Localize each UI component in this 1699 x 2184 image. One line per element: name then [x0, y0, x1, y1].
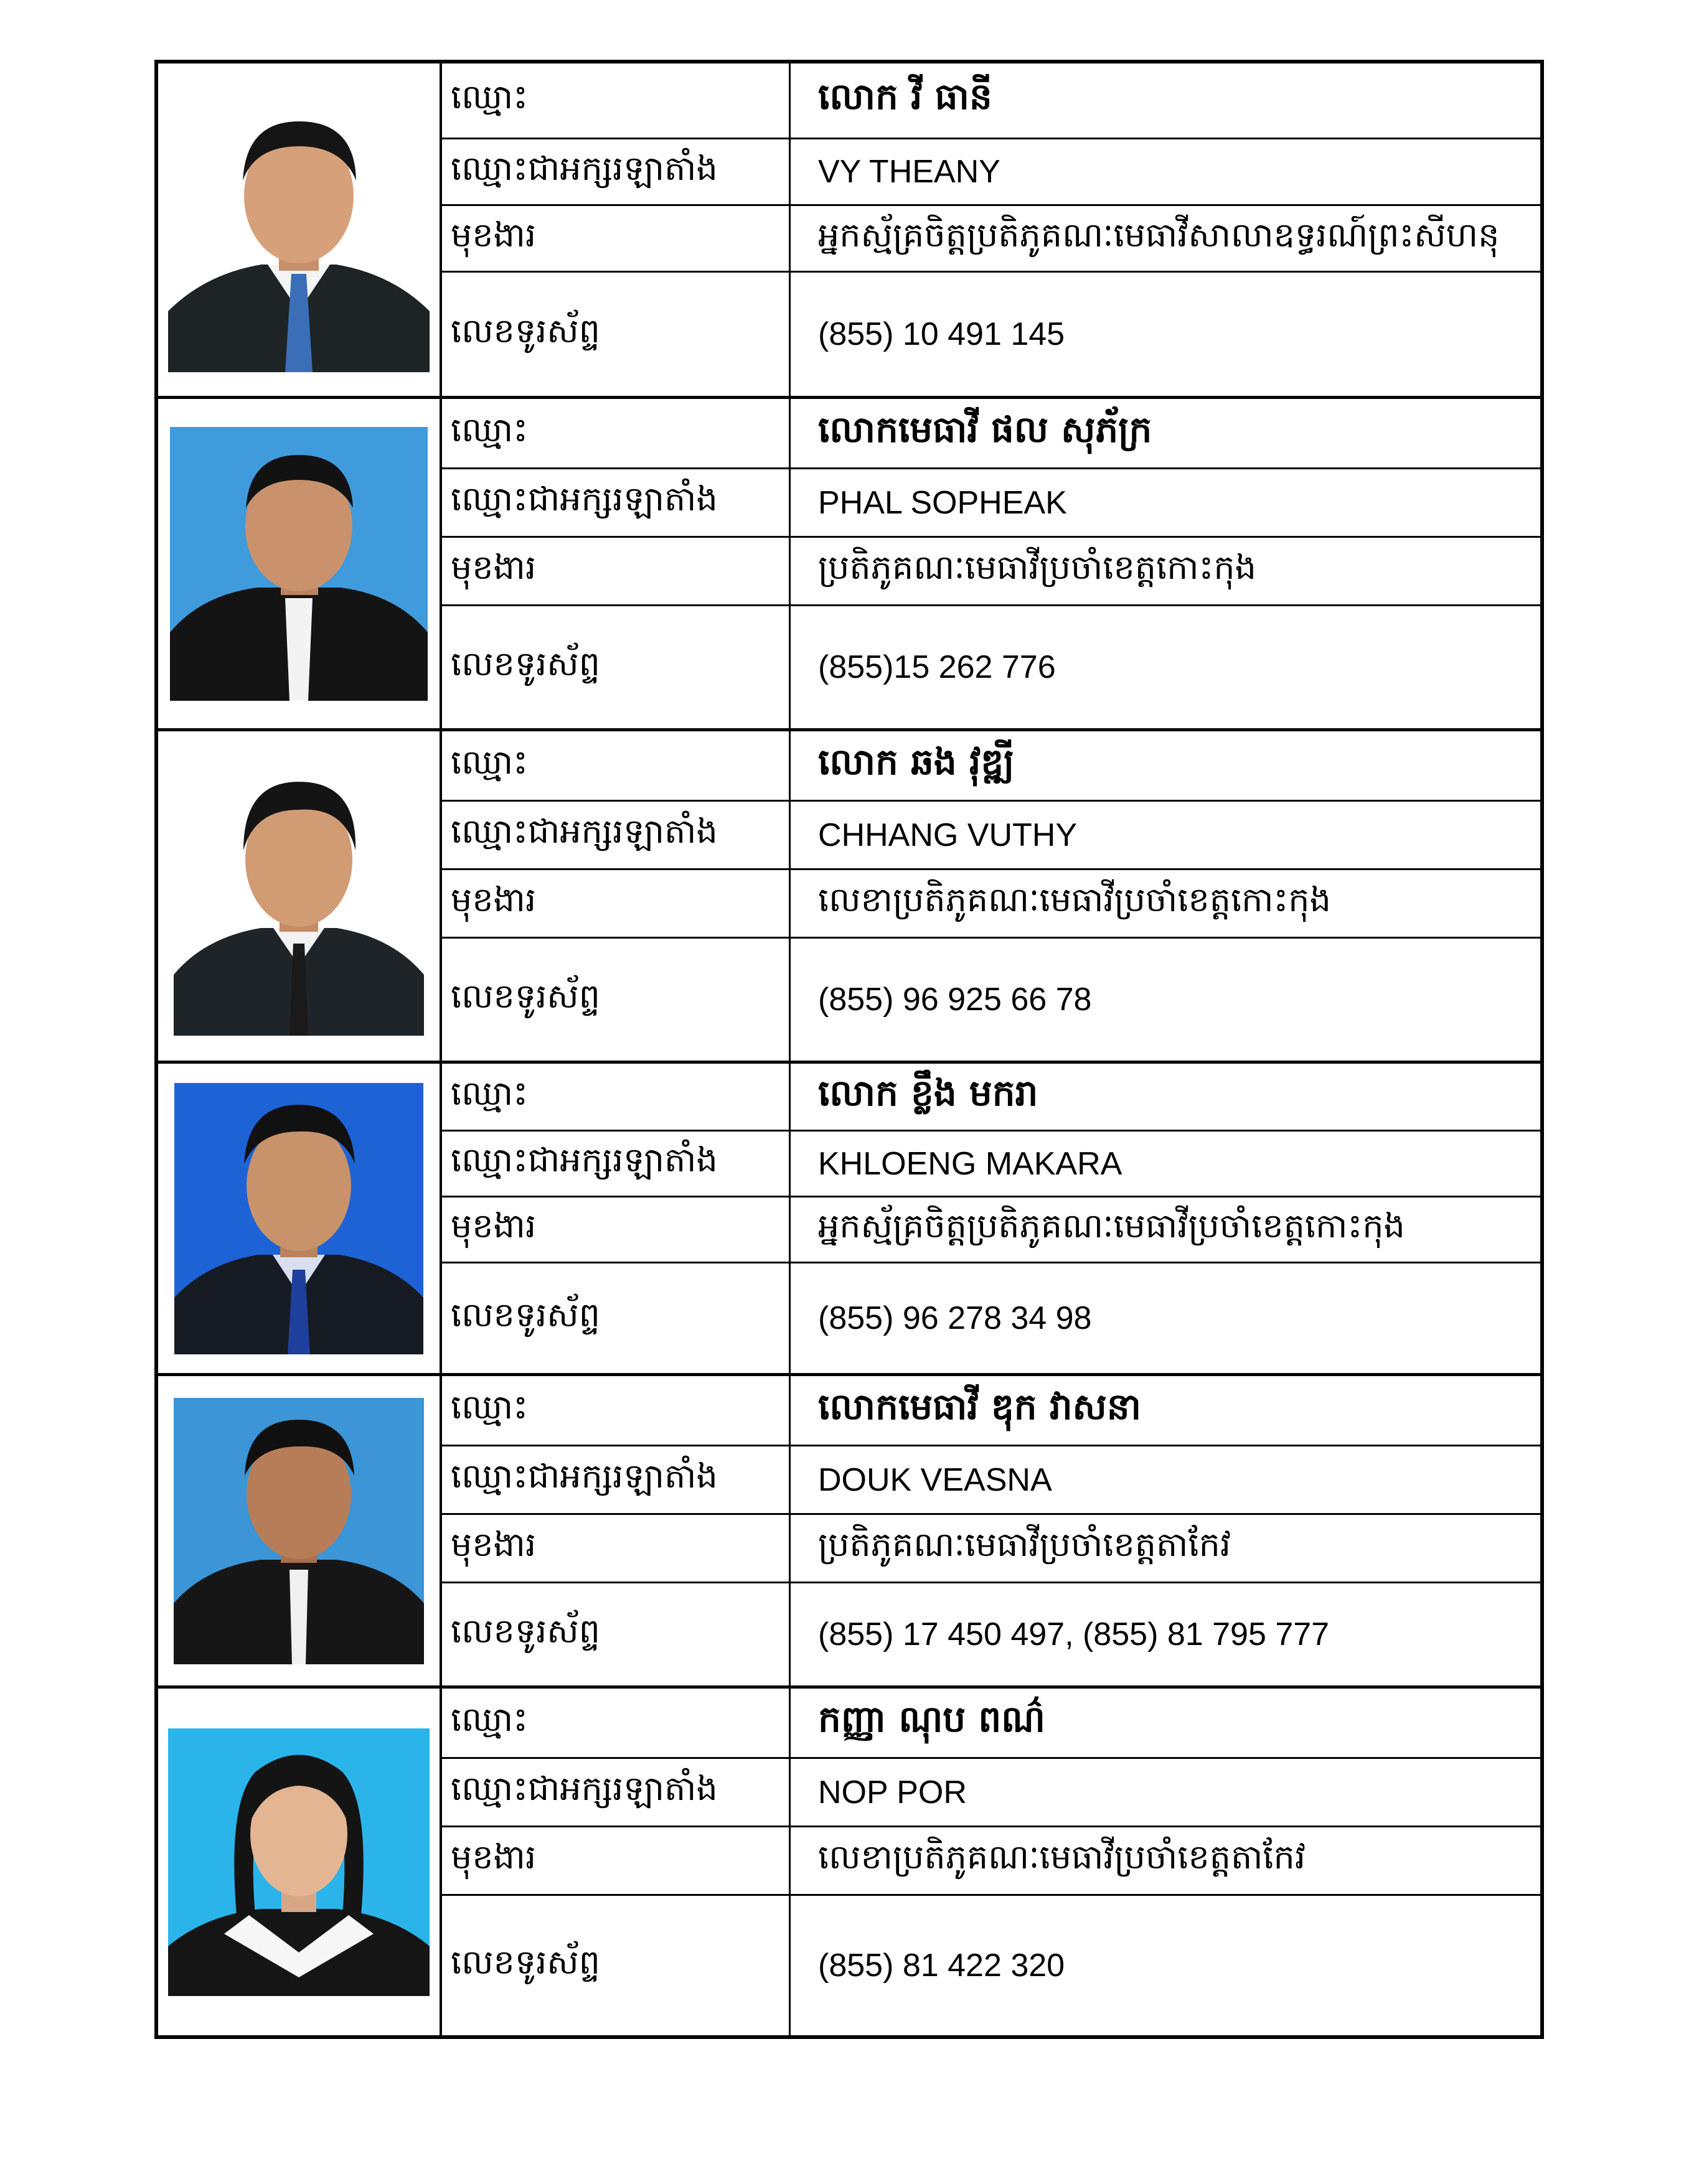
latin-name-label: ឈ្មោះជាអក្សរឡាតាំង: [442, 139, 791, 204]
position-label: មុខងារ: [442, 206, 791, 271]
position-row: [442, 204, 1540, 271]
name-row: [442, 1689, 1540, 1757]
latin-name-row: [442, 800, 1540, 868]
phone-row: [442, 271, 1540, 396]
phone-value: (855) 96 925 66 78: [818, 982, 1092, 1018]
latin-name-label: ឈ្មោះជាអក្សរឡាតាំង: [442, 1759, 791, 1825]
name-value: លោក ខ្លឹង មករា: [818, 1071, 1038, 1114]
latin-name-value: PHAL SOPHEAK: [818, 484, 1067, 521]
phone-row: [442, 1262, 1540, 1373]
position-row: [442, 1513, 1540, 1582]
position-label: មុខងារ: [442, 1515, 791, 1582]
staff-entry: [158, 1061, 1540, 1373]
latin-name-value: NOP POR: [818, 1774, 967, 1811]
position-row: [442, 536, 1540, 604]
name-label: ឈ្មោះ: [442, 1689, 791, 1757]
name-row: [442, 399, 1540, 467]
position-row: [442, 868, 1540, 937]
fields: [442, 1376, 1540, 1685]
fields: [442, 1689, 1540, 2035]
position-label: មុខងារ: [442, 1827, 791, 1894]
photo-cell: [158, 1376, 442, 1685]
staff-directory-table: [154, 60, 1544, 2039]
position-value: អ្នកស្ម័គ្រចិត្តប្រតិភូគណៈមេធាវីសាលាឧទ្ធរណ៍ព្រះសីហនុ: [818, 215, 1500, 255]
phone-value: (855) 96 278 34 98: [818, 1300, 1092, 1336]
staff-photo: [174, 757, 424, 1036]
name-row: [442, 1376, 1540, 1445]
name-row: [442, 1064, 1540, 1130]
phone-label: លេខទូរស័ព្ទ: [442, 273, 791, 396]
latin-name-label: ឈ្មោះជាអក្សរឡាតាំង: [442, 1132, 791, 1196]
phone-label: លេខទូរស័ព្ទ: [442, 1896, 791, 2035]
latin-name-row: [442, 1757, 1540, 1825]
position-value: ប្រតិភូគណៈមេធាវីប្រចាំខេត្តកោះកុង: [818, 548, 1256, 587]
fields: [442, 63, 1540, 396]
staff-photo: [168, 87, 430, 372]
photo-cell: [158, 399, 442, 728]
phone-label: លេខទូរស័ព្ទ: [442, 1583, 791, 1685]
photo-cell: [158, 63, 442, 396]
name-value: លោក វី ធានី: [818, 75, 992, 118]
position-label: មុខងារ: [442, 1197, 791, 1262]
phone-label: លេខទូរស័ព្ទ: [442, 1263, 791, 1373]
phone-label: លេខទូរស័ព្ទ: [442, 939, 791, 1061]
position-label: មុខងារ: [442, 870, 791, 937]
name-label: ឈ្មោះ: [442, 399, 791, 467]
phone-row: [442, 937, 1540, 1061]
staff-photo: [174, 1083, 423, 1354]
name-value: កញ្ញា ណុប ពណ៌: [818, 1697, 1045, 1740]
phone-row: [442, 1582, 1540, 1685]
name-label: ឈ្មោះ: [442, 731, 791, 800]
phone-row: [442, 1894, 1540, 2035]
position-row: [442, 1196, 1540, 1262]
position-value: អ្នកស្ម័គ្រចិត្តប្រតិភូគណៈមេធាវីប្រចាំខេត្តកោះកុង: [818, 1206, 1405, 1245]
name-label: ឈ្មោះ: [442, 63, 791, 138]
fields: [442, 399, 1540, 728]
staff-photo: [168, 1728, 430, 1996]
staff-photo: [170, 427, 428, 701]
phone-value: (855) 10 491 145: [818, 316, 1065, 352]
latin-name-label: ឈ្មោះជាអក្សរឡាតាំង: [442, 1446, 791, 1513]
latin-name-value: DOUK VEASNA: [818, 1461, 1052, 1498]
staff-entry: [158, 728, 1540, 1061]
phone-value: (855)15 262 776: [818, 649, 1056, 685]
latin-name-value: VY THEANY: [818, 154, 1000, 190]
latin-name-row: [442, 138, 1540, 204]
phone-value: (855) 81 422 320: [818, 1947, 1065, 1984]
staff-entry: [158, 1685, 1540, 2035]
position-value: ប្រតិភូគណៈមេធាវីប្រចាំខេត្តតាកែវ: [818, 1525, 1231, 1564]
latin-name-label: ឈ្មោះជាអក្សរឡាតាំង: [442, 469, 791, 536]
phone-row: [442, 604, 1540, 728]
position-value: លេខាប្រតិភូគណៈមេធាវីប្រចាំខេត្តកោះកុង: [818, 880, 1331, 919]
staff-photo: [174, 1398, 424, 1664]
fields: [442, 731, 1540, 1061]
photo-cell: [158, 1064, 442, 1373]
staff-entry: [158, 63, 1540, 396]
position-value: លេខាប្រតិភូគណៈមេធាវីប្រចាំខេត្តតាកែវ: [818, 1837, 1306, 1877]
position-label: មុខងារ: [442, 538, 791, 604]
fields: [442, 1064, 1540, 1373]
position-row: [442, 1825, 1540, 1894]
phone-label: លេខទូរស័ព្ទ: [442, 606, 791, 728]
latin-name-label: ឈ្មោះជាអក្សរឡាតាំង: [442, 802, 791, 868]
staff-entry: [158, 1373, 1540, 1685]
name-row: [442, 63, 1540, 138]
name-label: ឈ្មោះ: [442, 1064, 791, 1130]
photo-cell: [158, 1689, 442, 2035]
staff-entry: [158, 396, 1540, 728]
latin-name-value: KHLOENG MAKARA: [818, 1145, 1122, 1182]
latin-name-row: [442, 1130, 1540, 1196]
name-value: លោកមេធាវី ឌុក វាសនា: [818, 1385, 1141, 1428]
phone-value: (855) 17 450 497, (855) 81 795 777: [818, 1616, 1330, 1652]
name-row: [442, 731, 1540, 800]
name-value: លោក ឆង វុឌ្ឍី: [818, 740, 1015, 783]
name-value: លោកមេធាវី ផល សុភ័ក្រ: [818, 408, 1152, 451]
name-label: ឈ្មោះ: [442, 1376, 791, 1445]
latin-name-row: [442, 467, 1540, 536]
photo-cell: [158, 731, 442, 1061]
latin-name-value: CHHANG VUTHY: [818, 817, 1078, 853]
latin-name-row: [442, 1445, 1540, 1513]
